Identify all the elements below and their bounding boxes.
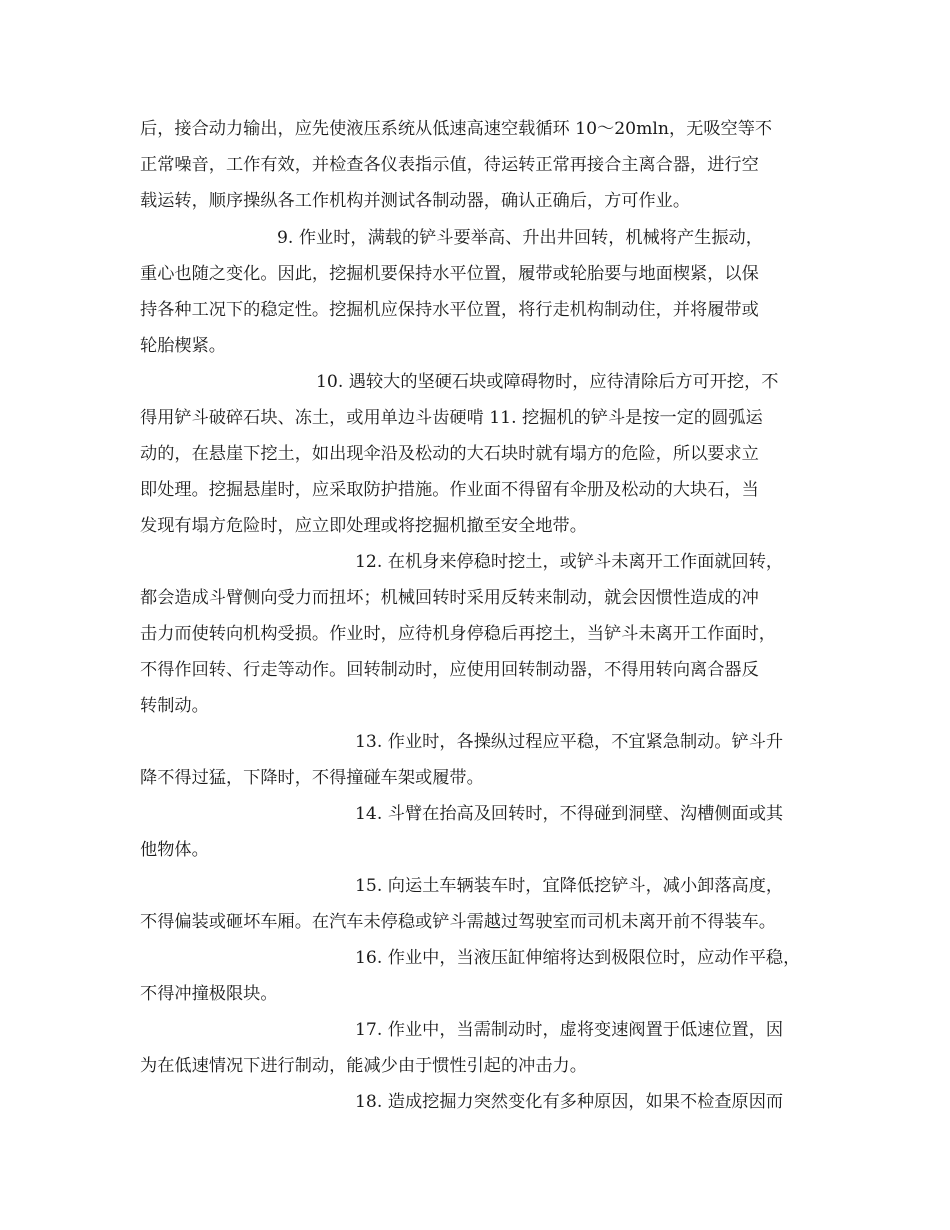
text-line: 持各种工况下的稳定性。挖掘机应保持水平位置，将行走机构制动住，并将履带或 (140, 300, 759, 320)
text-line: 17. 作业中，当需制动时，虚将变速阀置于低速位置，因 (355, 1020, 784, 1040)
text-line: 10. 遇较大的坚硬石块或障碍物时，应待清除后方可开挖，不 (316, 372, 779, 392)
text-line: 转制动。 (140, 696, 209, 716)
text-line: 16. 作业中，当液压缸伸缩将达到极限位时，应动作平稳， (355, 948, 801, 968)
text-line: 为在低速情况下进行制动，能减少由于惯性引起的冲击力。 (140, 1056, 587, 1076)
text-line: 不得作回转、行走等动作。回转制动时，应使用回转制动器，不得用转向离合器反 (140, 660, 759, 680)
text-line: 都会造成斗臂侧向受力而扭坏；机械回转时采用反转来制动，就会因惯性造成的冲 (140, 588, 759, 608)
text-line: 正常噪音，工作有效，并检查各仪表指示值，待运转正常再接合主离合器，进行空 (140, 155, 759, 175)
text-line: 重心也随之变化。因此，挖掘机要保持水平位置，履带或轮胎要与地面楔紧，以保 (140, 264, 759, 284)
text-line: 即处理。挖掘悬崖时，应采取防护措施。作业面不得留有伞册及松动的大块石，当 (140, 480, 759, 500)
text-line: 击力而使转向机构受损。作业时，应待机身停稳后再挖土，当铲斗未离开工作面时， (140, 624, 776, 644)
text-line: 15. 向运土车辆装车时，宜降低挖铲斗，减小卸落高度， (355, 876, 784, 896)
text-line: 载运转，顺序操纵各工作机构并测试各制动器，确认正确后，方可作业。 (140, 191, 691, 211)
text-line: 12. 在机身来停稳时挖土，或铲斗未离开工作面就回转， (355, 552, 784, 572)
text-line: 不得冲撞极限块。 (140, 984, 278, 1004)
text-line: 9. 作业时，满载的铲斗要举高、升出井回转，机械将产生振动， (277, 228, 763, 248)
text-line: 不得偏装或砸坏车厢。在汽车未停稳或铲斗需越过驾驶室而司机未离开前不得装车。 (140, 912, 776, 932)
text-line: 后，接合动力输出，应先使液压系统从低速高速空载循环 10～20mln，无吸空等不 (140, 119, 773, 139)
text-line: 发现有塌方危险时，应立即处理或将挖掘机撤至安全地带。 (140, 516, 587, 536)
text-line: 降不得过猛，下降时，不得撞碰车架或履带。 (140, 768, 484, 788)
text-line: 动的，在悬崖下挖土，如出现伞沿及松动的大石块时就有塌方的危险，所以要求立 (140, 444, 759, 464)
text-line: 18. 造成挖掘力突然变化有多种原因，如果不检查原因而 (355, 1092, 784, 1112)
text-line: 13. 作业时，各操纵过程应平稳，不宜紧急制动。铲斗升 (355, 732, 784, 752)
text-line: 轮胎楔紧。 (140, 336, 226, 356)
text-line: 得用铲斗破碎石块、冻土，或用单边斗齿硬啃 11. 挖掘机的铲斗是按一定的圆弧运 (140, 408, 763, 428)
text-line: 14. 斗臂在抬高及回转时，不得碰到洞壁、沟槽侧面或其 (355, 804, 784, 824)
text-line: 他物体。 (140, 840, 209, 860)
